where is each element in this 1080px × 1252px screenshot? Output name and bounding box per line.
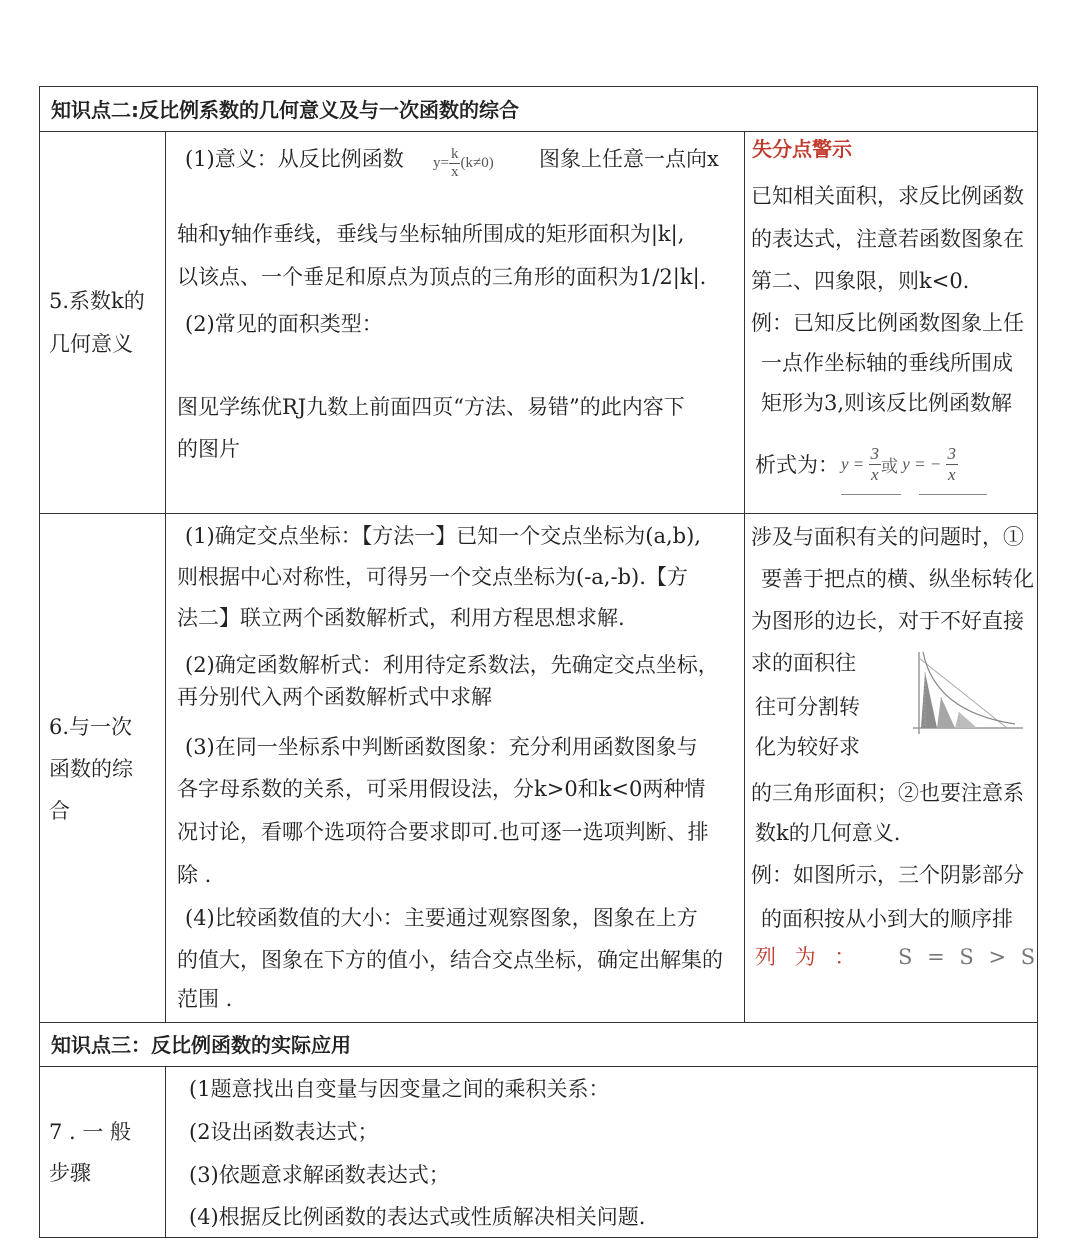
side-line-rest: S = S > S <box>898 945 1040 969</box>
side-line: 例：如图所示，三个阴影部分 <box>751 863 1024 887</box>
content-line: 的图片 <box>177 437 240 461</box>
row-label: 步骤 <box>49 1161 91 1185</box>
shaded-triangles-figure <box>911 642 1026 742</box>
content-line: 况讨论，看哪个选项符合要求即可.也可逐一选项判断、排 <box>177 820 709 844</box>
content-line: 图见学练优RJ九数上前面四页“方法、易错”的此内容下 <box>177 395 685 419</box>
content-line: (2)确定函数解析式：利用待定系数法，先确定交点坐标， <box>185 653 719 677</box>
underline <box>919 494 987 495</box>
content-line: (1)确定交点坐标：【方法一】已知一个交点坐标为(a,b), <box>185 524 701 548</box>
answer-denominator: x <box>948 465 956 484</box>
side-line: 数k的几何意义. <box>755 821 901 845</box>
formula-inverse-function <box>433 146 494 188</box>
divider <box>39 131 1038 132</box>
formula-condition: (k≠0) <box>460 155 494 171</box>
content-line: (3)在同一坐标系中判断函数图象：充分利用函数图象与 <box>185 735 698 759</box>
content-line: 轴和y轴作垂线，垂线与坐标轴所围成的矩形面积为|k|, <box>177 222 685 246</box>
section-header: 知识点二:反比例系数的几何意义及与一次函数的综合 <box>51 98 519 122</box>
answer-lhs: y = − <box>902 454 942 474</box>
row-label: 几何意义 <box>49 332 133 356</box>
content-line: 各字母系数的关系，可采用假设法，分k>0和k<0两种情 <box>177 777 706 801</box>
content-line: (4)比较函数值的大小：主要通过观察图象，图象在上方 <box>185 906 698 930</box>
content-line: 除 . <box>177 863 212 887</box>
content-line: (4)根据反比例函数的表达式或性质解决相关问题. <box>189 1205 646 1229</box>
side-line: 已知相关面积，求反比例函数 <box>751 184 1024 208</box>
content-line: 以该点、一个垂足和原点为顶点的三角形的面积为1/2|k|. <box>177 265 707 289</box>
answer-or: 或 <box>881 457 899 476</box>
warning-title: 失分点警示 <box>752 137 852 161</box>
side-line-prefix: 列 为 ： <box>755 945 862 969</box>
formula-denominator: x <box>450 164 459 180</box>
answer-denominator: x <box>871 465 879 484</box>
content-line: (2)常见的面积类型： <box>185 312 383 336</box>
content-line: (3)依题意求解函数表达式； <box>189 1163 450 1187</box>
row-label: 6.与一次 <box>49 715 133 739</box>
side-line <box>755 944 1039 970</box>
content-line: 法二】联立两个函数解析式，利用方程思想求解. <box>177 606 625 630</box>
underline <box>841 494 901 495</box>
side-line: 要善于把点的横、纵坐标转化 <box>761 567 1034 591</box>
divider <box>39 1066 1038 1067</box>
side-line: 矩形为3,则该反比例函数解 <box>761 391 1013 415</box>
side-line: 求的面积往 <box>751 651 856 675</box>
answer-numerator: 3 <box>870 444 880 463</box>
side-line: 一点作坐标轴的垂线所围成 <box>761 351 1013 375</box>
knowledge-table <box>39 86 1038 1238</box>
answer-formula <box>841 444 958 485</box>
section-header: 知识点三：反比例函数的实际应用 <box>51 1033 351 1057</box>
content-line: 的值大，图象在下方的值小，结合交点坐标，确定出解集的 <box>177 948 723 972</box>
side-line: 化为较好求 <box>755 735 860 759</box>
side-line: 第二、四象限，则k<0. <box>751 269 970 293</box>
side-line: 为图形的边长，对于不好直接 <box>751 609 1024 633</box>
row-label: 7 . 一 般 <box>49 1120 132 1144</box>
content-line: (1题意找出自变量与因变量之间的乘积关系： <box>189 1077 610 1101</box>
side-line: 的三角形面积；②也要注意系 <box>751 781 1024 805</box>
side-line: 例：已知反比例函数图象上任 <box>751 311 1024 335</box>
side-line: 往可分割转 <box>755 695 860 719</box>
divider <box>744 131 745 1022</box>
side-line: 的面积按从小到大的顺序排 <box>761 907 1013 931</box>
content-line: 再分别代入两个函数解析式中求解 <box>177 685 492 709</box>
row-label: 合 <box>49 799 70 823</box>
divider <box>165 131 166 1022</box>
content-line: 范围 . <box>177 987 233 1011</box>
answer-numerator: 3 <box>947 444 957 463</box>
divider <box>165 1066 166 1238</box>
content-line: (2设出函数表达式； <box>189 1120 379 1144</box>
divider <box>39 1022 1038 1023</box>
side-line: 涉及与面积有关的问题时，① <box>751 525 1024 549</box>
side-line: 析式为： <box>755 453 839 477</box>
divider <box>39 513 1038 514</box>
content-line: 图象上任意一点向x <box>539 147 719 171</box>
content-line: (1)意义：从反比例函数 <box>185 147 404 171</box>
formula-numerator: k <box>450 146 459 162</box>
row-label: 5.系数k的 <box>49 289 145 313</box>
content-line: 则根据中心对称性，可得另一个交点坐标为(-a,-b).【方 <box>177 565 688 589</box>
answer-lhs: y = <box>841 454 865 474</box>
formula-lhs: y= <box>433 155 449 171</box>
row-label: 函数的综 <box>49 757 133 781</box>
side-line: 的表达式，注意若函数图象在 <box>751 227 1024 251</box>
